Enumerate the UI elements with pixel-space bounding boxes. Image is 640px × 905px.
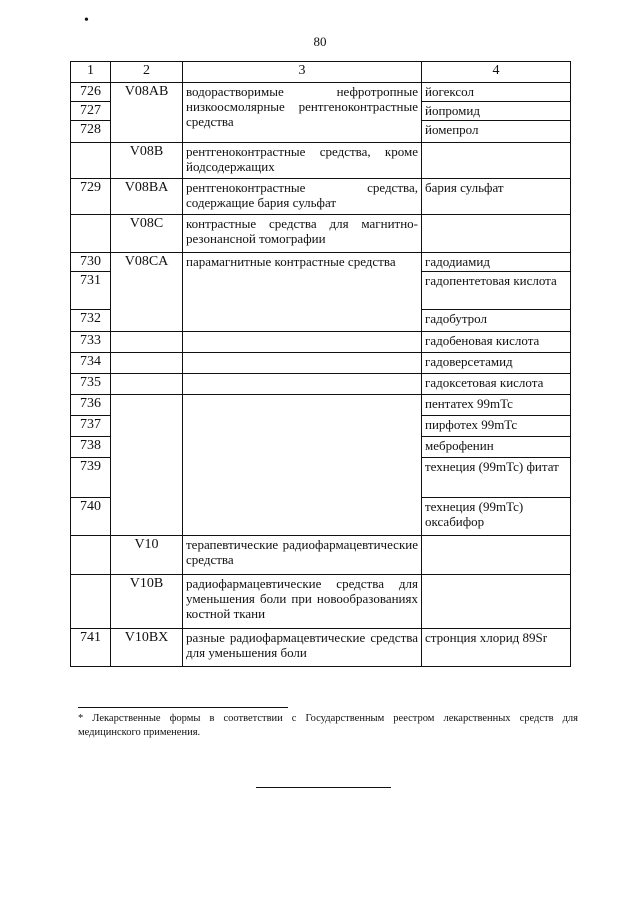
group-description: рентгеноконтрастные средства, кроме йодсодержащих bbox=[183, 143, 422, 179]
column-header: 3 bbox=[183, 62, 422, 83]
table-row bbox=[71, 395, 571, 416]
row-number bbox=[71, 215, 111, 253]
atc-code: V08C bbox=[111, 215, 183, 253]
group-description: рентгеноконтрастные средства, содержащие бария сульфат bbox=[183, 179, 422, 215]
table-row bbox=[71, 575, 571, 629]
footnote: * Лекарственные формы в соответствии с Государственным реестром лекарственных средств для медицинского применения. bbox=[78, 713, 578, 738]
group-description bbox=[183, 395, 422, 536]
drug-name: гадобутрол bbox=[422, 310, 571, 332]
drug-name bbox=[422, 215, 571, 253]
atc-code bbox=[111, 374, 183, 395]
row-number: 728 bbox=[71, 121, 111, 143]
atc-code: V08AB bbox=[111, 83, 183, 143]
row-number: 735 bbox=[71, 374, 111, 395]
group-description bbox=[183, 353, 422, 374]
drug-name: йомепрол bbox=[422, 121, 571, 143]
group-description: терапевтические радиофармацевтические средства bbox=[183, 536, 422, 575]
group-description: парамагнитные контрастные средства bbox=[183, 253, 422, 332]
atc-code: V08B bbox=[111, 143, 183, 179]
drug-name bbox=[422, 143, 571, 179]
group-description: радиофармацевтические средства для уменьшения боли при новообразованиях костной ткани bbox=[183, 575, 422, 629]
closing-rule bbox=[256, 787, 391, 788]
atc-code: V10B bbox=[111, 575, 183, 629]
row-number: 731 bbox=[71, 272, 111, 310]
table-row bbox=[71, 253, 571, 272]
drug-name: меброфенин bbox=[422, 437, 571, 458]
table-row bbox=[71, 143, 571, 179]
drug-name: гадобеновая кислота bbox=[422, 332, 571, 353]
drug-name: гадоверсетамид bbox=[422, 353, 571, 374]
group-description bbox=[183, 332, 422, 353]
table-row bbox=[71, 353, 571, 374]
table-row bbox=[71, 332, 571, 353]
drug-name: гадоксетовая кислота bbox=[422, 374, 571, 395]
column-header: 1 bbox=[71, 62, 111, 83]
atc-code: V10 bbox=[111, 536, 183, 575]
group-description: разные радиофармацевтические средства для уменьшения боли bbox=[183, 629, 422, 667]
drug-name: гадопентетовая кислота bbox=[422, 272, 571, 310]
page-number: 80 bbox=[313, 34, 327, 49]
row-number: 732 bbox=[71, 310, 111, 332]
atc-code: V08CA bbox=[111, 253, 183, 332]
drug-name: технеция (99mTc) фитат bbox=[422, 458, 571, 498]
drug-name bbox=[422, 536, 571, 575]
table-row bbox=[71, 629, 571, 667]
row-number: 736 bbox=[71, 395, 111, 416]
group-description: контрастные средства для магнитно-резонансной томографии bbox=[183, 215, 422, 253]
footnote-divider bbox=[78, 707, 288, 708]
row-number bbox=[71, 143, 111, 179]
row-number: 730 bbox=[71, 253, 111, 272]
table-row bbox=[71, 215, 571, 253]
row-number: 727 bbox=[71, 102, 111, 121]
atc-code bbox=[111, 332, 183, 353]
row-number: 737 bbox=[71, 416, 111, 437]
atc-code bbox=[111, 353, 183, 374]
row-number: 740 bbox=[71, 498, 111, 536]
column-header: 4 bbox=[422, 62, 571, 83]
drug-name: гадодиамид bbox=[422, 253, 571, 272]
stray-mark: • bbox=[84, 13, 89, 28]
row-number: 729 bbox=[71, 179, 111, 215]
drug-name bbox=[422, 575, 571, 629]
atc-code: V10BX bbox=[111, 629, 183, 667]
row-number: 739 bbox=[71, 458, 111, 498]
row-number: 733 bbox=[71, 332, 111, 353]
row-number bbox=[71, 575, 111, 629]
table-header-row bbox=[71, 62, 571, 83]
drug-name: йогексол bbox=[422, 83, 571, 102]
drug-name: пирфотех 99mTc bbox=[422, 416, 571, 437]
atc-code bbox=[111, 395, 183, 536]
row-number: 741 bbox=[71, 629, 111, 667]
table-row bbox=[71, 179, 571, 215]
group-description bbox=[183, 374, 422, 395]
row-number: 726 bbox=[71, 83, 111, 102]
drug-name: бария сульфат bbox=[422, 179, 571, 215]
row-number bbox=[71, 536, 111, 575]
row-number: 738 bbox=[71, 437, 111, 458]
drug-name: йопромид bbox=[422, 102, 571, 121]
table-row bbox=[71, 374, 571, 395]
drug-register-table bbox=[70, 61, 571, 667]
row-number: 734 bbox=[71, 353, 111, 374]
column-header: 2 bbox=[111, 62, 183, 83]
table-row bbox=[71, 536, 571, 575]
drug-name: стронция хлорид 89Sr bbox=[422, 629, 571, 667]
group-description: водорастворимые нефротропные низкоосмолярные рентгеноконтрастные средства bbox=[183, 83, 422, 143]
table-row bbox=[71, 83, 571, 102]
drug-name: технеция (99mTc) оксабифор bbox=[422, 498, 571, 536]
drug-name: пентатех 99mTc bbox=[422, 395, 571, 416]
atc-code: V08BA bbox=[111, 179, 183, 215]
